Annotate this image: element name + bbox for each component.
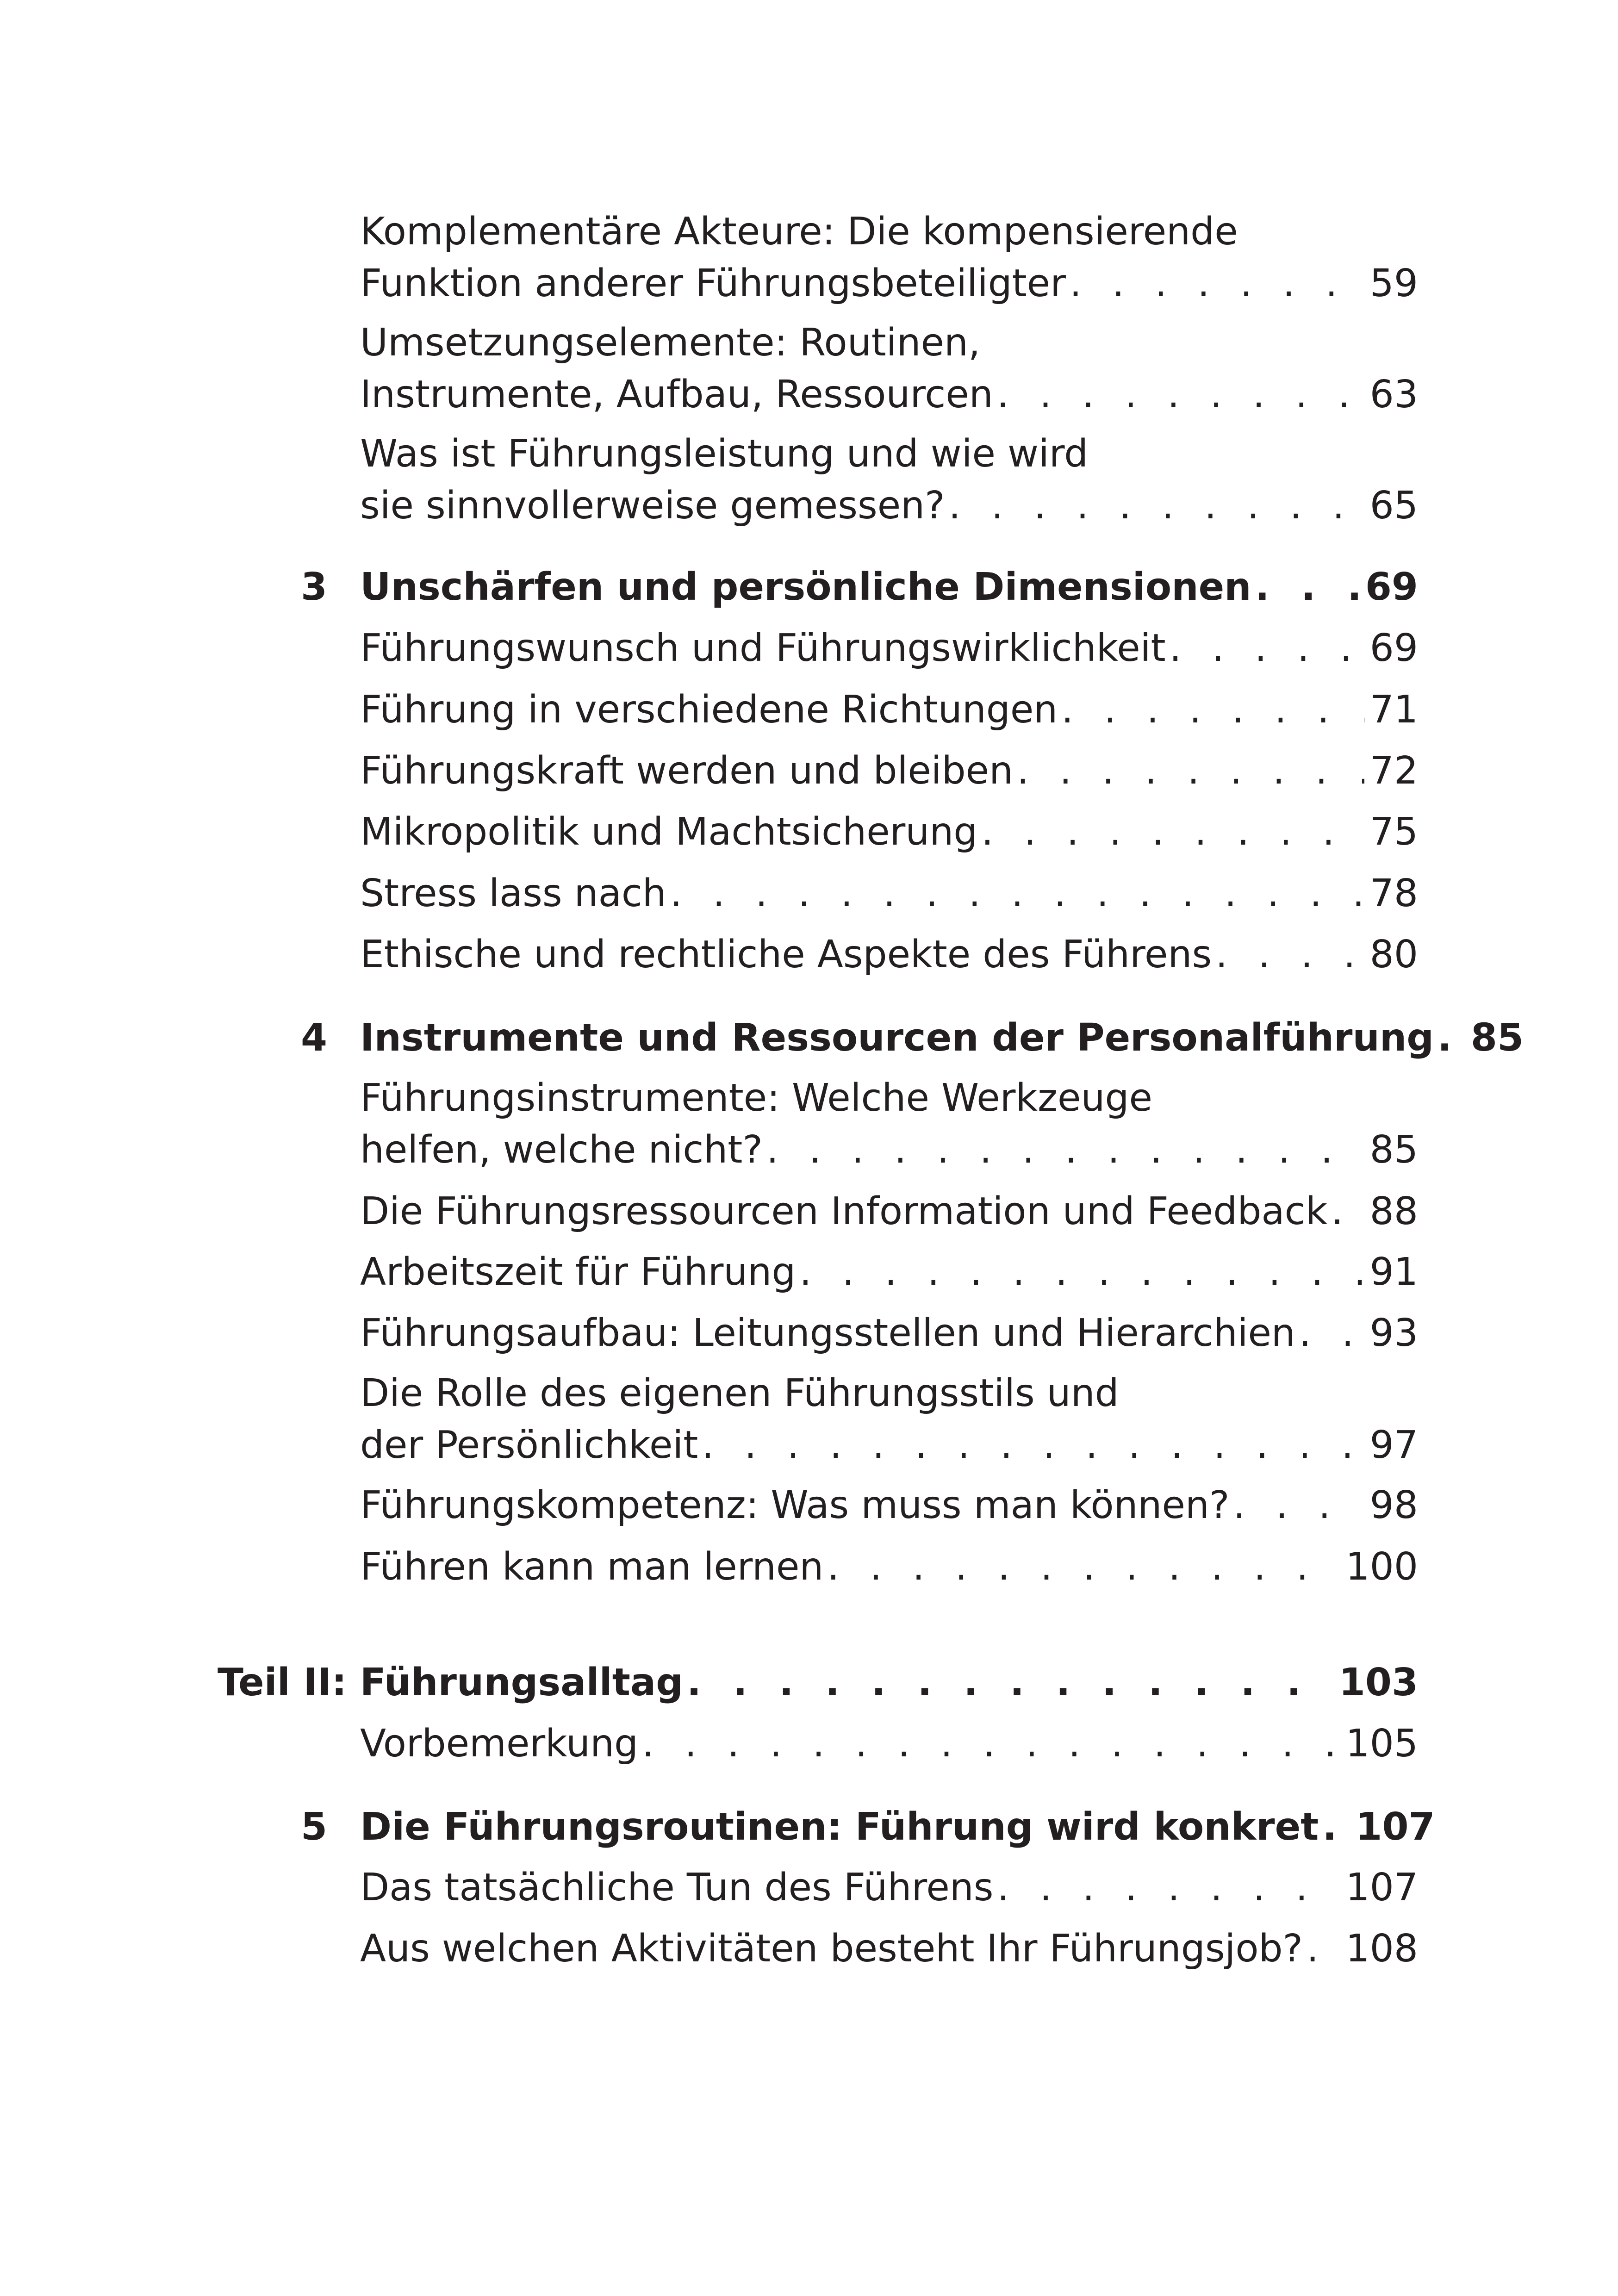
- toc-part-title: Teil II: Führungsalltag: [218, 1661, 683, 1705]
- toc-chapter-entry[interactable]: [360, 1012, 1524, 1064]
- dot-leader: [670, 868, 1364, 920]
- toc-entry-title: Mikropolitik und Machtsicherung: [360, 810, 978, 854]
- toc-entry-title: Arbeitszeit für Führung: [360, 1250, 796, 1294]
- dot-leader: [1017, 745, 1364, 797]
- toc-entry-title-line: [360, 258, 1418, 310]
- dot-leader: [702, 1419, 1364, 1471]
- toc-entry[interactable]: [360, 1480, 1418, 1531]
- toc-page-number: 93: [1369, 1311, 1418, 1355]
- toc-entry-title-line: [360, 745, 1418, 797]
- dot-leader: [997, 369, 1364, 421]
- toc-entry[interactable]: [360, 1072, 1418, 1176]
- toc-entry-title: Die Führungsressourcen Information und Feedback: [360, 1189, 1328, 1233]
- toc-entry[interactable]: [360, 622, 1418, 674]
- toc-entry-title-line: [360, 561, 1418, 613]
- toc-entry-title-line: [360, 622, 1418, 674]
- dot-leader: [1255, 561, 1360, 613]
- toc-entry[interactable]: [360, 929, 1418, 981]
- toc-entry-title-line: [360, 929, 1418, 981]
- toc-page-number: 88: [1369, 1189, 1418, 1233]
- toc-entry-title-line: [360, 369, 1418, 421]
- toc-entry-title: Aus welchen Aktivitäten besteht Ihr Führungsjob?: [360, 1927, 1303, 1971]
- dot-leader: [1215, 929, 1364, 981]
- toc-page-number: 78: [1369, 871, 1418, 915]
- dot-leader: [1322, 1801, 1350, 1853]
- toc-page-number: 59: [1369, 261, 1418, 305]
- toc-entry-title-line: [360, 1862, 1418, 1914]
- toc-part-entry[interactable]: [218, 1657, 1418, 1709]
- toc-entry[interactable]: [360, 745, 1418, 797]
- chapter-number: 4: [301, 1016, 328, 1060]
- toc-entry-title-line: [360, 1419, 1418, 1471]
- toc-entry[interactable]: [360, 1246, 1418, 1298]
- dot-leader: [827, 1541, 1340, 1593]
- dot-leader: [799, 1246, 1364, 1298]
- toc-entry[interactable]: [360, 1541, 1418, 1593]
- toc-entry-title-line: [360, 1124, 1418, 1176]
- toc-entry-title-line: [360, 1801, 1435, 1853]
- toc-page-number: 85: [1369, 1128, 1418, 1172]
- dot-leader: [1438, 1012, 1465, 1064]
- chapter-number: 5: [301, 1805, 328, 1849]
- toc-entry-title: Komplementäre Akteure: Die kompensierende: [360, 210, 1238, 254]
- toc-entry-title: Führungskraft werden und bleiben: [360, 749, 1014, 793]
- toc-entry-title-line: [360, 1480, 1418, 1531]
- toc-page-number: 105: [1345, 1722, 1418, 1766]
- toc-entry-title: Das tatsächliche Tun des Führens: [360, 1866, 994, 1910]
- toc-entry-title: helfen, welche nicht?: [360, 1128, 763, 1172]
- toc-entry-title: Führen kann man lernen: [360, 1545, 824, 1589]
- toc-entry-title-line: [360, 868, 1418, 920]
- toc-entry[interactable]: [360, 428, 1418, 532]
- dot-leader: [1070, 258, 1364, 310]
- dot-leader: [949, 480, 1364, 532]
- toc-entry-title: Stress lass nach: [360, 871, 666, 915]
- toc-entry[interactable]: [360, 317, 1418, 421]
- toc-page-number: 97: [1369, 1423, 1418, 1467]
- toc-entry-title-line: [360, 1541, 1418, 1593]
- toc-page-number: 108: [1345, 1927, 1418, 1971]
- toc-entry-title-line: [360, 806, 1418, 858]
- toc-entry-title: Ethische und rechtliche Aspekte des Führens: [360, 933, 1212, 977]
- toc-entry-title-line: [360, 684, 1418, 736]
- toc-entry-title: der Persönlichkeit: [360, 1423, 698, 1467]
- toc-entry-title: sie sinnvollerweise gemessen?: [360, 484, 945, 528]
- toc-entry-title-line: [360, 1186, 1418, 1238]
- toc-page-number: 107: [1345, 1866, 1418, 1910]
- toc-entry-title: Was ist Führungsleistung und wie wird: [360, 432, 1089, 476]
- toc-chapter-title: Unschärfen und persönliche Dimensionen: [360, 565, 1251, 609]
- toc-entry-title: Führung in verschiedene Richtungen: [360, 688, 1058, 732]
- toc-entry[interactable]: [360, 806, 1418, 858]
- toc-entry-title: Führungskompetenz: Was muss man können?: [360, 1483, 1230, 1527]
- toc-page-number: 100: [1345, 1545, 1418, 1589]
- toc-entry-title: Die Rolle des eigenen Führungsstils und: [360, 1371, 1119, 1415]
- toc-entry-title-line: [360, 1368, 1418, 1419]
- toc-entry-title-line: [218, 1657, 1418, 1709]
- toc-entry[interactable]: [360, 1186, 1418, 1238]
- toc-entry[interactable]: [360, 206, 1418, 310]
- toc-entry-title: Instrumente, Aufbau, Ressourcen: [360, 373, 993, 417]
- toc-entry-title: Umsetzungselemente: Routinen,: [360, 321, 981, 365]
- toc-entry-title-line: [360, 480, 1418, 532]
- toc-entry[interactable]: [360, 1862, 1418, 1914]
- toc-entry-title-line: [360, 206, 1418, 258]
- toc-page-number: 71: [1369, 688, 1418, 732]
- toc-entry-title-line: [360, 1246, 1418, 1298]
- toc-chapter-entry[interactable]: [360, 561, 1418, 613]
- dot-leader: [1299, 1307, 1364, 1359]
- toc-page-number: 65: [1369, 484, 1418, 528]
- dot-leader: [1307, 1923, 1340, 1975]
- toc-entry-title-line: [360, 1072, 1418, 1124]
- toc-page-number: 107: [1356, 1805, 1435, 1849]
- dot-leader: [1331, 1186, 1364, 1238]
- toc-chapter-entry[interactable]: [360, 1801, 1435, 1853]
- toc-entry-title: Vorbemerkung: [360, 1722, 639, 1766]
- toc-entry-title-line: [360, 317, 1418, 369]
- dot-leader: [981, 806, 1364, 858]
- toc-page-number: 75: [1369, 810, 1418, 854]
- toc-entry-title: Führungswunsch und Führungswirklichkeit: [360, 626, 1166, 670]
- toc-entry-title-line: [360, 1012, 1524, 1064]
- dot-leader: [1170, 622, 1364, 674]
- toc-page-number: 80: [1369, 933, 1418, 977]
- toc-entry[interactable]: [360, 868, 1418, 920]
- dot-leader: [642, 1718, 1340, 1770]
- toc-entry[interactable]: [360, 1368, 1418, 1471]
- toc-entry[interactable]: [360, 684, 1418, 736]
- toc-entry[interactable]: [360, 1307, 1418, 1359]
- toc-entry-title: Führungsinstrumente: Welche Werkzeuge: [360, 1076, 1152, 1120]
- toc-entry-title: Funktion anderer Führungsbeteiligter: [360, 261, 1066, 305]
- dot-leader: [1233, 1480, 1364, 1531]
- toc-entry-title-line: [360, 1923, 1418, 1975]
- toc-page-number: 103: [1338, 1661, 1418, 1705]
- toc-entry[interactable]: [360, 1923, 1418, 1975]
- toc-chapter-title: Instrumente und Ressourcen der Personalführung: [360, 1016, 1434, 1060]
- toc-page-number: 72: [1369, 749, 1418, 793]
- dot-leader: [997, 1862, 1340, 1914]
- toc-page-number: 69: [1369, 626, 1418, 670]
- dot-leader: [766, 1124, 1364, 1176]
- toc-entry-title-line: [360, 428, 1418, 480]
- toc-entry-title-line: [360, 1718, 1418, 1770]
- toc-page-number: 98: [1369, 1483, 1418, 1527]
- toc-entry[interactable]: [360, 1718, 1418, 1770]
- toc-page-number: 85: [1470, 1016, 1524, 1060]
- toc-page-number: 63: [1369, 373, 1418, 417]
- toc-chapter-title: Die Führungsroutinen: Führung wird konkret: [360, 1805, 1319, 1849]
- chapter-number: 3: [301, 565, 328, 609]
- dot-leader: [687, 1657, 1333, 1709]
- toc-entry-title-line: [360, 1307, 1418, 1359]
- toc-entry-title: Führungsaufbau: Leitungsstellen und Hierarchien: [360, 1311, 1295, 1355]
- toc-page-number: 69: [1365, 565, 1418, 609]
- toc-page-number: 91: [1369, 1250, 1418, 1294]
- dot-leader: [1061, 684, 1364, 736]
